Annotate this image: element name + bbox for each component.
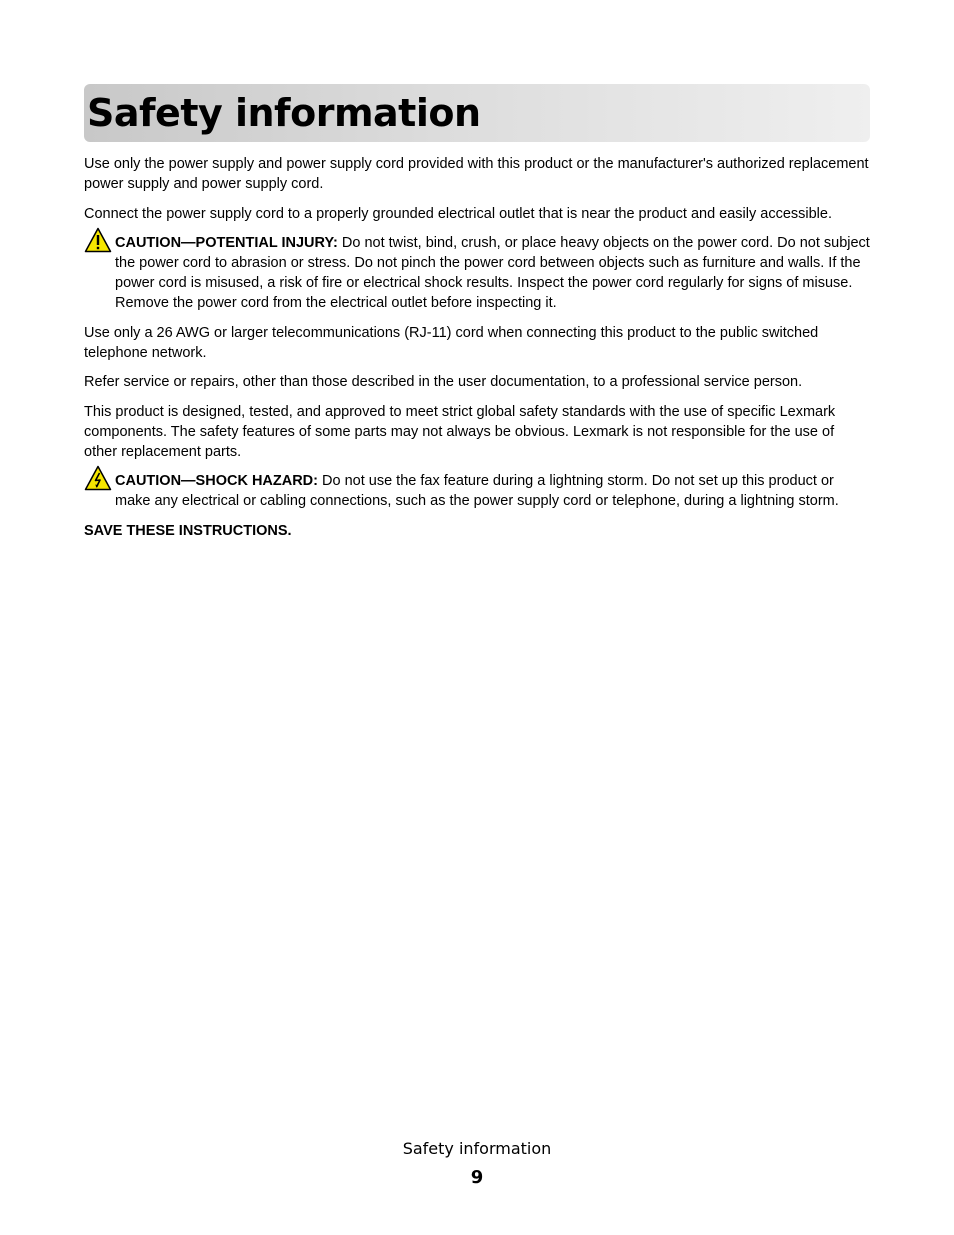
- warning-triangle-icon: [84, 227, 112, 253]
- caution-injury-text: Do not twist, bind, crush, or place heavy objects on the power cord. Do not subject the power cord to abrasion or stress. Do not pinch the power cord between objects such as furniture and walls. If the power cord is misused, a risk of fire or electrical shock results. Inspect the power cord regularly for signs of misuse. Remove the power cord from the electrical outlet before inspecting it.: [115, 235, 870, 311]
- caution-shock-hazard: [84, 471, 870, 511]
- paragraph-grounded-outlet: Connect the power supply cord to a properly grounded electrical outlet that is near the product and easily accessible.: [84, 205, 832, 222]
- paragraph-telecom-cord: Use only a 26 AWG or larger telecommunications (RJ-11) cord when connecting this product to the public switched telephone network.: [84, 324, 819, 361]
- caution-potential-injury: [84, 233, 870, 313]
- page-content: [84, 154, 870, 541]
- caution-shock-text: Do not use the fax feature during a lightning storm. Do not set up this product or make any electrical or cabling connections, such as the power supply cord or telephone, during a lightning storm.: [115, 473, 839, 509]
- paragraph-safety-standards: This product is designed, tested, and approved to meet strict global safety standards with the use of specific Lexmark components. The safety features of some parts may not always be obvious. Lexmark is not responsible for the use of other replacement parts.: [84, 403, 836, 460]
- page-number: 9: [470, 1167, 484, 1188]
- page-title-bar: [84, 84, 870, 142]
- caution-injury-label: CAUTION—POTENTIAL INJURY:: [115, 235, 338, 251]
- caution-shock-label: CAUTION—SHOCK HAZARD:: [115, 473, 318, 489]
- page-title: Safety information: [87, 91, 481, 135]
- shock-hazard-icon: [84, 465, 112, 491]
- paragraph-power-supply: Use only the power supply and power supply cord provided with this product or the manufacturer's authorized replacement power supply and power supply cord.: [84, 156, 869, 192]
- footer-section-title: Safety information: [402, 1139, 552, 1158]
- save-instructions: SAVE THESE INSTRUCTIONS.: [84, 522, 292, 539]
- paragraph-service: Refer service or repairs, other than those described in the user documentation, to a professional service person.: [84, 374, 803, 390]
